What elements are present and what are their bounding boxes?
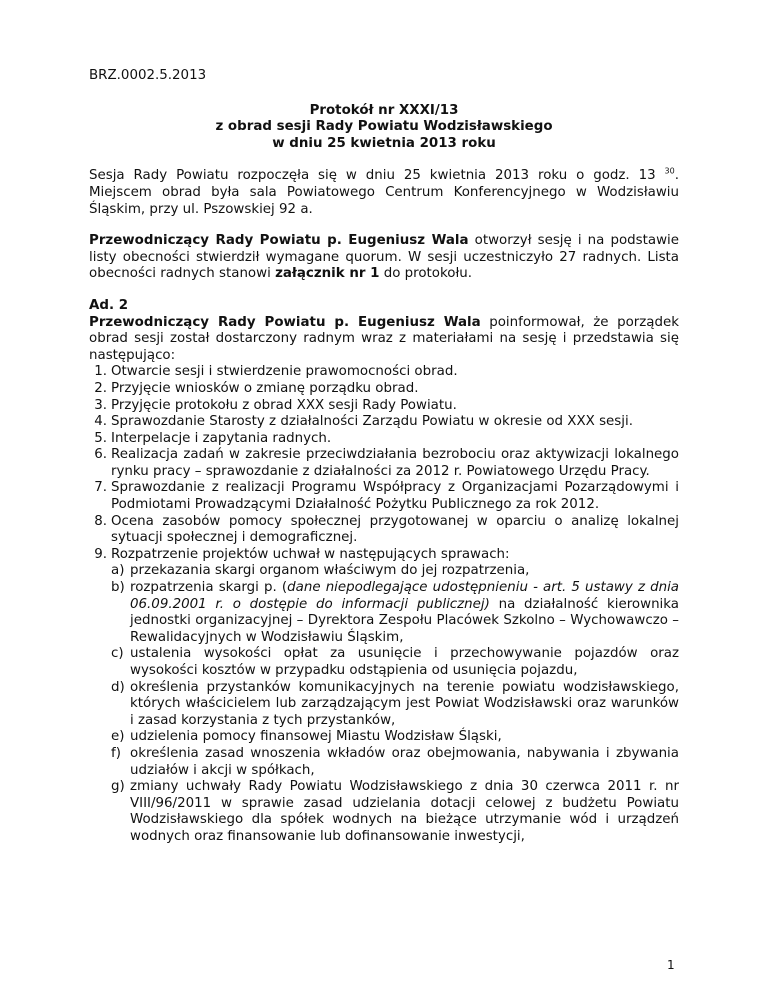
resolution-item-letter: c) xyxy=(111,646,124,662)
quorum-paragraph xyxy=(89,233,679,283)
agenda-item-text: Otwarcie sesji i stwierdzenie prawomocności obrad. xyxy=(111,364,458,380)
resolution-item xyxy=(111,580,679,646)
agenda-item-number: 1. xyxy=(94,364,107,380)
agenda-item xyxy=(89,514,679,547)
document-body xyxy=(89,68,679,846)
chairman-name: Przewodniczący Rady Powiatu p. Eugeniusz Wala xyxy=(89,233,469,249)
resolution-item-text: określenia zasad wnoszenia wkładów oraz obejmowania, nabywania i zbywania udziałów i akcji w spółkach, xyxy=(130,745,679,778)
agenda-item-text: Przyjęcie wniosków o zmianę porządku obrad. xyxy=(111,380,419,396)
section-heading-ad2: Ad. 2 xyxy=(89,297,129,313)
agenda-item xyxy=(89,447,679,480)
resolution-item-text: rozpatrzenia skargi p. ( xyxy=(130,580,288,596)
session-opening-text: Sesja Rady Powiatu rozpoczęła się w dniu 25 kwietnia 2013 roku o godz. 13 xyxy=(89,168,656,184)
title-line-1: Protokół nr XXXI/13 xyxy=(309,102,459,118)
resolution-item-letter: b) xyxy=(111,580,125,596)
agenda-item-text: Ocena zasobów pomocy społecznej przygotowanej w oparciu o analizę lokalnej sytuacji społecznej i demograficznej. xyxy=(111,513,679,546)
resolution-item-letter: d) xyxy=(111,679,125,695)
quorum-text-end: do protokołu. xyxy=(379,266,473,282)
agenda-item-number: 8. xyxy=(94,513,107,529)
agenda-item xyxy=(89,364,679,381)
session-location-text: . Miejscem obrad była sala Powiatowego Centrum Konferencyjnego w Wodzisławiu Śląskim, przy ul. Pszowskiej 92 a. xyxy=(89,168,679,217)
agenda-item-number: 9. xyxy=(94,546,107,562)
agenda-item-number: 3. xyxy=(94,397,107,413)
agenda-item xyxy=(89,431,679,448)
resolution-item-text: przekazania skargi organom właściwym do jej rozpatrzenia, xyxy=(130,563,530,579)
resolution-item-text: określenia przystanków komunikacyjnych na terenie powiatu wodzisławskiego, których właścicielem lub zarządzającym jest Powiat Wodzisławski oraz warunków i zasad korzystania z tych przystanków, xyxy=(130,679,679,728)
agenda-item-text: Rozpatrzenie projektów uchwał w następujących sprawach: xyxy=(111,546,510,562)
time-minutes-superscript: 30 xyxy=(664,166,675,176)
document-title xyxy=(89,103,679,153)
agenda-item-number: 5. xyxy=(94,430,107,446)
resolution-item xyxy=(111,680,679,730)
resolution-item-text: udzielenia pomocy finansowej Miastu Wodzisław Śląski, xyxy=(130,729,502,745)
resolution-item xyxy=(111,646,679,679)
agenda-item-text: Realizacja zadań w zakresie przeciwdziałania bezrobociu oraz aktywizacji lokalnego rynku pracy – sprawozdanie z działalności za 2012 r. Powiatowego Urzędu Pracy. xyxy=(111,447,679,479)
resolution-item-letter: a) xyxy=(111,563,125,579)
agenda-item xyxy=(89,381,679,398)
document-reference: BRZ.0002.5.2013 xyxy=(89,68,207,83)
agenda-item-text: Sprawozdanie Starosty z działalności Zarządu Powiatu w okresie od XXX sesji. xyxy=(111,414,633,430)
title-line-2: z obrad sesji Rady Powiatu Wodzisławskiego xyxy=(215,119,553,135)
resolution-item-letter: e) xyxy=(111,729,125,745)
agenda-list xyxy=(89,364,679,845)
quorum-text: otworzył sesję i na podstawie listy obecności stwierdził wymagane quorum. W sesji uczestniczyło 27 radnych. Lista obecności radnych stanowi xyxy=(89,233,679,282)
chairman-name-ad2: Przewodniczący Rady Powiatu p. Eugeniusz Wala xyxy=(89,314,481,330)
agenda-item-text: Interpelacje i zapytania radnych. xyxy=(111,430,332,446)
agenda-intro-paragraph xyxy=(89,315,679,365)
agenda-item xyxy=(89,547,679,846)
agenda-item xyxy=(89,414,679,431)
resolution-item-text-end: na działalność kierownika jednostki organizacyjnej – Dyrektora Zespołu Placówek Szkolno – Wychowawczo – Rewalidacyjnych w Wodzisławiu Śląskim, xyxy=(130,596,680,645)
agenda-item-text: Przyjęcie protokołu z obrad XXX sesji Rady Powiatu. xyxy=(111,397,457,413)
title-line-3: w dniu 25 kwietnia 2013 roku xyxy=(272,135,496,151)
resolution-item xyxy=(111,779,679,845)
resolution-sublist xyxy=(111,563,679,845)
resolution-item-letter: g) xyxy=(111,779,125,795)
agenda-item-number: 4. xyxy=(94,414,107,430)
page-number: 1 xyxy=(667,958,675,972)
resolution-item-letter: f) xyxy=(111,745,121,761)
resolution-item xyxy=(111,746,679,779)
session-opening-paragraph xyxy=(89,168,679,218)
resolution-item xyxy=(111,729,679,746)
resolution-item xyxy=(111,563,679,580)
agenda-item xyxy=(89,480,679,513)
agenda-item-text: Sprawozdanie z realizacji Programu Współpracy z Organizacjami Pozarządowymi i Podmiotami Prowadzącymi Działalność Pożytku Publicznego za rok 2012. xyxy=(111,480,679,513)
agenda-item-number: 7. xyxy=(94,480,107,496)
agenda-intro-text: poinformował, że porządek obrad sesji został dostarczony radnym wraz z materiałami na sesję i przedstawia się następująco: xyxy=(89,314,679,363)
resolution-item-text: zmiany uchwały Rady Powiatu Wodzisławskiego z dnia 30 czerwca 2011 r. nr VIII/96/2011 w sprawie zasad udzielania dotacji celowej z budżetu Powiatu Wodzisławskiego dla spółek wodnych na bieżące utrzymanie wód i urządzeń wodnych oraz finansowanie lub dofinansowanie inwestycji, xyxy=(130,779,679,844)
privacy-note-italic: dane niepodlegające udostępnieniu - art. 5 ustawy z dnia 06.09.2001 r. o dostępie do informacji publicznej) xyxy=(130,580,680,612)
agenda-item-number: 2. xyxy=(94,380,107,396)
resolution-item-text: ustalenia wysokości opłat za usunięcie i przechowywanie pojazdów oraz wysokości kosztów w przypadku odstąpienia od usunięcia pojazdu, xyxy=(130,646,679,678)
agenda-item-number: 6. xyxy=(94,447,107,463)
agenda-item xyxy=(89,398,679,415)
attachment-reference: załącznik nr 1 xyxy=(275,266,380,282)
